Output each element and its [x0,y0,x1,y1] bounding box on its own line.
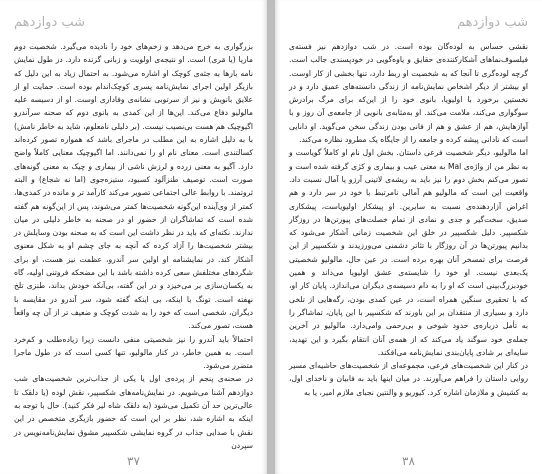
right-footer [289,454,528,468]
right-running-head: شب دوازدهم [456,15,528,30]
left-paragraph-1: بزرگواری به خرج می‌دهد و زخم‌های خود را نادیده می‌گیرد. شخصیت دوم ماریا (یا مَری) است. او نتیجه‌ی اولویت و زبانی گزنده دارد. در طول نمایش نامه بارها به جثه‌ی کوچک او اشاره می‌شود. به احتمال زیاد به این دلیل که بازیگر اولین اجرای نمایش‌نامه پسری کوچک‌اندام بوده است. حمایت او از علایق بانویش و نیز از سرتوبی نشانه‌ی وفاداری اوست. او از دسیسه علیه مالولیو دفاع می‌کند. این‌ها از این کمدی به بانوی دوم که صحنه سرآندرو اگیوچیک هم هست بی‌نصیب نیست. (بر دلیلی نامعلوم، شاید به خاطر نامش) با به دلیل اشاره به این مطلب در ماجرای باشد که همواره تصور کرده‌اند کسالتندی است. معنای نام او را نمی‌دانند. اما اگیوچیک معنایی کاملاً واضح دارد. آگیو به معنی زرده و لرزش ناشی از بیماری و چیک به معنی گونه‌های صورت است. توصیف طنزآلود کسبود، ستیزه‌جوی (اما نه شجاع) و البته ثروتمند. با روابط عالی اجتماعی تصویر می‌کند کارآمد تر و مانده در کمدی‌ها، کمتر از وی‌آینده این‌گونه شخصیت‌ها کمتر می‌شوند، پس از این‌گونه هم گفته شده است که تماشاگران از حضور او در صحنه به خاطر دلیلی در میان ندارند. نکته‌ای که باید در نظر داشت این است که به صحنه بودن وسایلش در بیشتر شخصیت‌ها را آزاد کرده که آنچه به جای چشم او به شکل معنوی آشکار کند. در نمایشنامه او اولین سر آندرو، عظمت نیز هست، او برای شگرد‌های مختلفش سعی کرده داشته باشد با این مضحکه فروتنی اولیه، گاه به یکسان‌سازی بر می‌خیزد و در این گفته، بی‌آنکه خودش بداند، طنزی تلخ نهفته است. تونگ با اینکه، بی اینکه گفته شود، سر آندرو در مقایسه با دیگران، شخصی است که خود را به شدت کوچک و ضعیف تر از آن چه واقعاً هست، تصور می‌کند. [14,42,253,331]
left-page-number: ۳۷ [127,454,140,468]
left-paragraph-3: در صحنه‌ی پنجم از پرده‌ی اول یا یکی از جذاب‌ترین شخصیت‌های شب دوازدهم آشنا می‌شویم. در نمایش‌نامه‌های شکسپیر، نقش لوده (یا دلقک تا عالی‌ترین حد آن تکمیل می‌شود (به دلقک شاه لیر فکر کنید). حال با توجه به اینکه به اشاره شد، نظر بر این است که حضور بازیگری متخصص در این نقش با صدایی جذاب در گروه نمایشی شکسپیر مشوق نمایش‌نامه‌نویس در سپردن [14,374,253,450]
right-page-body [289,40,528,435]
left-page-body [14,40,253,450]
right-page-number: ۳۸ [402,454,415,468]
right-paragraph-3: در کنار این شخصیت‌های فرعی، مجموعه‌ای از شخصیت‌های حاشیه‌ای مسیر روایی داستان را فراهم می‌آورند. در میان اینها باید به فابیان و ناخدای اول، به کشیش و ملازمان اشاره کرد. کیوریو و والنتین نجبای ملازم امیر، یا به [289,361,528,397]
left-page [0,0,267,474]
right-paragraph-1: نقشی حساس به لوده‌گان بوده است. در شب دوازدهم نیز فسته‌ی فیلسوف‌نماهای آشکارکننده‌ی حقایق و یاوه‌گویی در خودپسندی جالب است. گرچه لوده‌گری تا آنجا که به شخصیت او ربط دارد، تنها بخشی از کار اوست. او بیشتر از دیگر اشخاص نمایش‌نامه از زندگی دانسته‌های عمیق دارد و در نخستین برخورد با اولیویا، بانوی خود را از این‌که برای مرگ برادرش سوگواری می‌کند، ملامت می‌کند. او به‌مثابه‌ی بانویی از جامعه‌ی آن روز و با آوازهایش، هم از عشق و هم از فانی بودن زندگی سخن می‌گوید. او دانایی است که نادانی پیشه کرده و جامعه را از جایگاه یک مطرود نظاره می‌کند. [289,42,528,145]
left-running-head: شب دوازدهم [14,15,86,30]
right-page [275,0,542,474]
right-paragraph-2: اما مالولیو، دیگر شخصیت فرعی داستان. بخش اول نام او کاملاً گویاست و به نظر من از واژه‌ی Mal به معنی عیب و بیماری و کژی گرفته شده است و تصور می‌کنم بخش دوم را نیز باید به ریشه‌ی لاتینی آرزو یا آمال نسبت داد. واقعیت این است که مالولیو هم آمالی نامرتبط با خود در سر دارد و هم اغراض آزاردهنده‌ی نسبت به سایرین. او پیشکار اولیویاست، پیشکاری صدیق، سخت‌گیر و جدی و نمادی از تمام خصلت‌های پیورتن‌ها در روزگار شکسپیر. دلیل شکسپیر در خلق این شخصیت زمانی آشکار می‌شود که بدانیم پیورتن‌ها در آن روزگار با تئاتر دشمنی می‌ورزیدند و شکسپیر از این فرصت برای تمسخر آنان بهره برده است. در عین حال، مالولیو شخصیتی یک‌بعدی نیست. او خود را شایسته‌ی عشق اولیویا می‌داند و همین خودبزرگ‌بینی است که او را به دام دسیسه‌ی دیگران می‌اندازد. پایان کار او، که با تحقیری سنگین همراه است، در عین کمدی بودن، رگه‌هایی از تلخی دارد و بسیاری از منتقدان بر این باورند که شکسپیر با این پایان، تماشاگر را به تأمل درباره‌ی حدود شوخی و بی‌رحمی وامی‌دارد. مالولیو در آخرین جمله‌ی خود سوگند یاد می‌کند که از همه‌ی آنان انتقام بگیرد و این تهدید، سایه‌ای بر شادی پایان‌بندی نمایش‌نامه می‌افکند. [289,148,528,357]
left-paragraph-2: احتمالاً باید آندرو را نیز شخصیتی منفی دانست زیرا زیاده‌طلب و کم‌خرد است. به همین خاطر، در کنار مالولیو، تنها کسی است که در طول ماجرا متضرر می‌شود. [14,334,253,371]
left-footer [14,454,253,468]
